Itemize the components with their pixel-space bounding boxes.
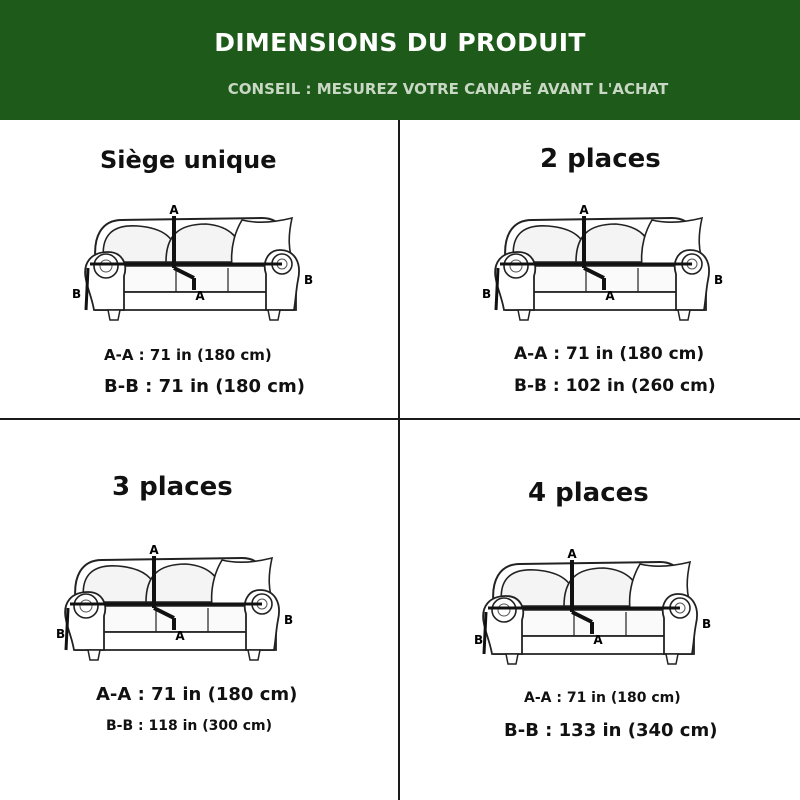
label-a-bottom: A: [593, 633, 603, 647]
measurement-bb: B-B : 102 in (260 cm): [514, 376, 716, 396]
label-a-bottom: A: [195, 289, 205, 303]
measurement-aa: A-A : 71 in (180 cm): [514, 344, 705, 364]
header-banner: [0, 0, 800, 120]
label-b-right: B: [714, 273, 724, 287]
sofa-diagram: [482, 203, 724, 326]
label-a-bottom: A: [605, 289, 615, 303]
panel-title: 2 places: [540, 144, 661, 174]
measurement-aa: A-A : 71 in (180 cm): [524, 690, 681, 706]
measurement-bb: B-B : 133 in (340 cm): [504, 720, 718, 741]
label-b-left: B: [474, 633, 484, 647]
label-b-right: B: [702, 617, 712, 631]
label-a-top: A: [169, 203, 179, 217]
label-b-right: B: [284, 613, 294, 627]
panel-two-seats: [400, 120, 798, 420]
panel-three-seats: [0, 420, 398, 734]
measurement-aa: A-A : 71 in (180 cm): [104, 346, 272, 364]
label-b-left: B: [56, 627, 66, 641]
sofa-diagram: [56, 543, 294, 666]
measurement-aa: A-A : 71 in (180 cm): [96, 684, 298, 705]
panel-title: 3 places: [112, 472, 233, 502]
label-b-left: B: [72, 287, 82, 301]
label-a-top: A: [579, 203, 589, 217]
dimension-grid: [0, 120, 800, 800]
label-a-top: A: [567, 547, 577, 561]
panel-single-seat: [0, 120, 398, 420]
page-subtitle: CONSEIL : MESUREZ VOTRE CANAPÉ AVANT L'ACHAT: [227, 80, 669, 98]
page-title: DIMENSIONS DU PRODUIT: [214, 28, 586, 57]
sofa-diagram: [474, 547, 712, 670]
panel-title: 4 places: [528, 478, 649, 508]
label-b-right: B: [304, 273, 314, 287]
measurement-bb: B-B : 118 in (300 cm): [106, 718, 273, 734]
label-b-left: B: [482, 287, 492, 301]
label-a-top: A: [149, 543, 159, 557]
measurement-bb: B-B : 71 in (180 cm): [104, 376, 305, 397]
panel-four-seats: [400, 420, 798, 741]
sofa-diagram: [72, 203, 314, 326]
panel-title: Siège unique: [100, 146, 277, 174]
label-a-bottom: A: [175, 629, 185, 643]
